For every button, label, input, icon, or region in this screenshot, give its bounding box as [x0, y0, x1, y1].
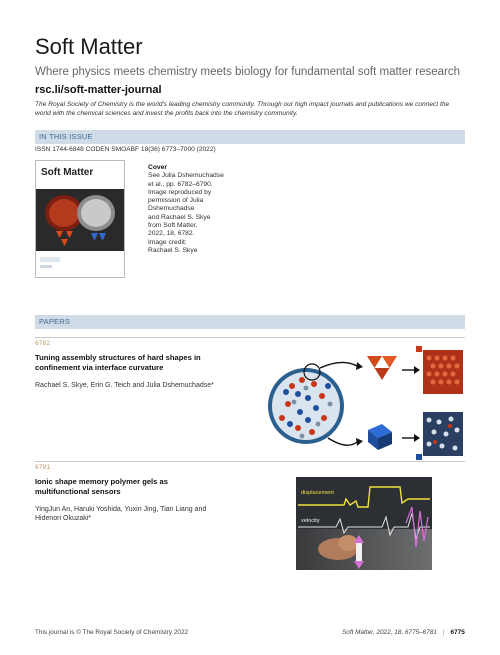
velocity-label: velocity — [301, 518, 320, 524]
displacement-label: displacement — [301, 490, 334, 496]
paper-authors-line: YingJun An, Haruki Yoshida, Yuxin Jing, Tian Liang and — [35, 506, 207, 513]
paper-2-figure — [296, 477, 432, 570]
issn-line: ISSN 1744-6848 CODEN SMOABF 18(36) 6773–7000 (2022) — [35, 146, 216, 153]
cover-caption-line: from Soft Matter, — [148, 222, 198, 230]
papers-label: PAPERS — [39, 317, 71, 326]
cover-artwork — [36, 161, 124, 277]
footer-citation-text: Soft Matter, 2022, 18, 6775–6781 — [342, 629, 437, 636]
cover-caption-line: permission of Julia — [148, 197, 204, 205]
cover-caption-line: Image credit: — [148, 238, 187, 246]
footer-citation: Soft Matter, 2022, 18, 6775–6781 | 6775 — [342, 629, 465, 636]
paper-title[interactable] — [35, 353, 245, 372]
cover-caption-line: Image reproduced by — [148, 188, 212, 196]
cover-caption-line: and Rachael S. Skye — [148, 213, 211, 221]
journal-title: Soft Matter — [35, 34, 143, 59]
cover-caption-line: See Julia Dshemuchadse — [148, 172, 224, 180]
paper-title-line: Ionic shape memory polymer gels as — [35, 477, 168, 486]
paper-authors — [35, 505, 245, 523]
cover-caption-line: Rachael S. Skye — [148, 246, 198, 254]
cover-caption-line: Dshemuchadse — [148, 205, 195, 213]
cover-image[interactable] — [35, 160, 125, 278]
paper-title-line: confinement via interface curvature — [35, 362, 164, 372]
cover-caption-line: et al., pp. 6782–6790. — [148, 180, 213, 188]
cover-logo-text: Soft Matter — [41, 167, 94, 178]
cover-caption-title: Cover — [148, 164, 167, 171]
paper-authors-line: Hidenori Okuzaki* — [35, 515, 92, 522]
paper-title-line: Tuning assembly structures of hard shapes in — [35, 353, 201, 362]
paper-title-line: multifunctional sensors — [35, 486, 121, 496]
paper-page-number: 6782 — [35, 340, 51, 347]
cover-caption-line: 2022, 18, 6782. — [148, 230, 195, 238]
paper-page-number: 6791 — [35, 464, 51, 471]
in-this-issue-label: IN THIS ISSUE — [39, 132, 93, 141]
paper-1-figure — [262, 346, 466, 460]
journal-url-link[interactable]: rsc.li/soft-matter-journal — [35, 84, 162, 96]
publisher-intro: The Royal Society of Chemistry is the world's leading chemistry community. Through our high impact journals and publications we connect the world with the chemical sciences and invest the profits back into the chemistry community. — [35, 101, 450, 117]
footer-page-number: 6775 — [450, 629, 465, 636]
footer-copyright: This journal is © The Royal Society of Chemistry 2022 — [35, 629, 189, 636]
paper-authors-line: Rachael S. Skye, Erin G. Teich and Julia Dshemuchadse* — [35, 382, 214, 389]
papers-header — [35, 315, 465, 329]
paper-title[interactable] — [35, 477, 245, 496]
paper-divider — [35, 337, 465, 338]
journal-tagline: Where physics meets chemistry meets biology for fundamental soft matter research — [35, 66, 461, 78]
in-this-issue-header — [35, 130, 465, 144]
cover-caption — [148, 164, 228, 255]
paper-authors — [35, 381, 245, 390]
paper-divider — [35, 461, 465, 462]
